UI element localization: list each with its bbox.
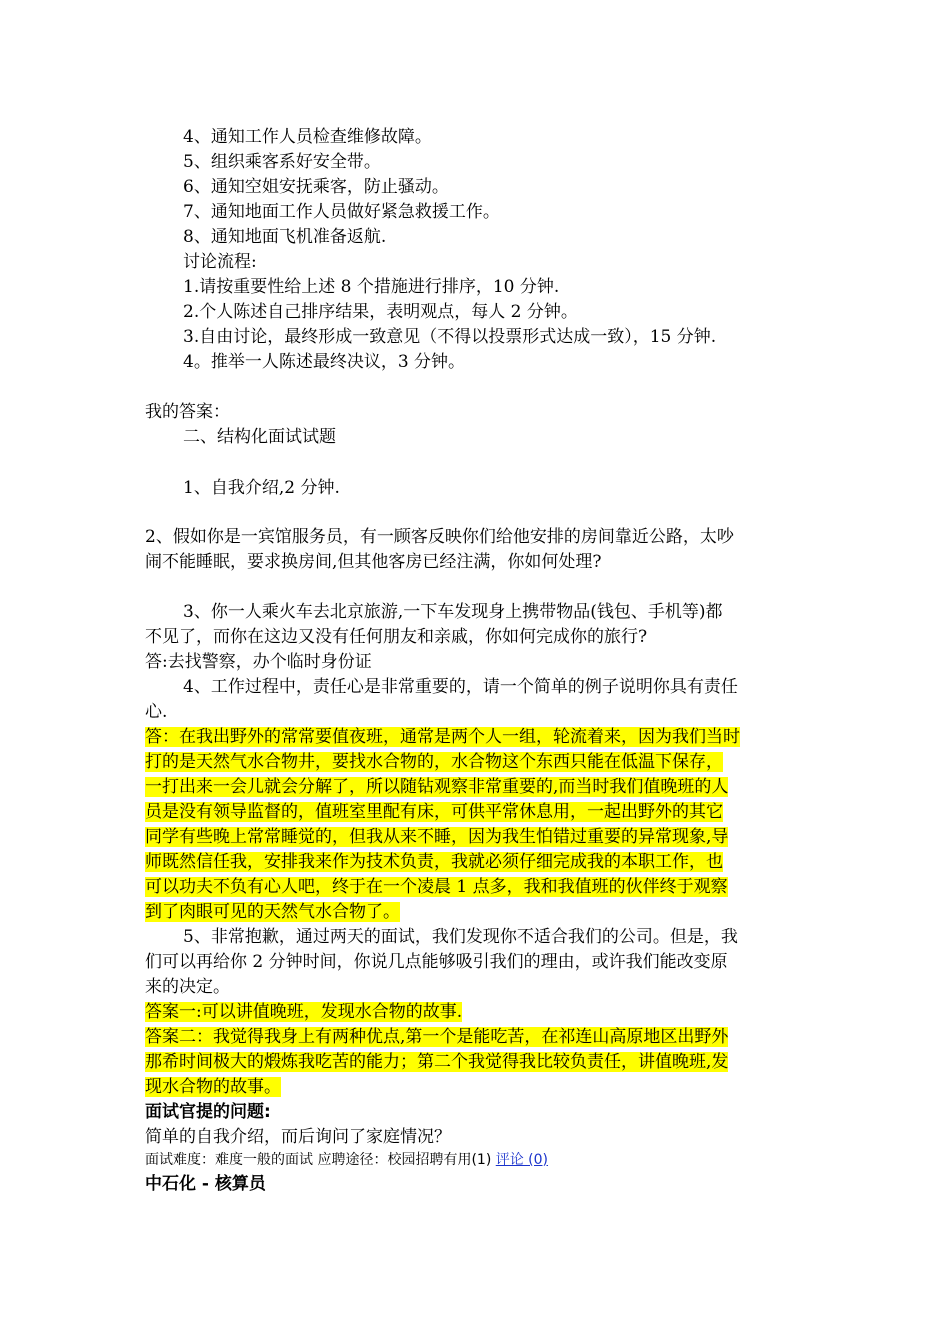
question-3-line: 3、你一人乘火车去北京旅游,一下车发现身上携带物品(钱包、手机等)都 — [183, 602, 723, 622]
answer-3: 答:去找警察，办个临时身份证 — [145, 652, 372, 672]
question-5-line: 来的决定。 — [145, 977, 230, 997]
answer-4-line: 可以功夫不负有心人吧，终于在一个凌晨 1 点多，我和我值班的伙伴终于观察 — [145, 877, 728, 897]
answer-5-option-2-line: 现水合物的故事。 — [145, 1077, 281, 1097]
measure-item: 7、通知地面工作人员做好紧急救援工作。 — [183, 202, 500, 222]
answer-4-line: 员是没有领导监督的，值班室里配有床，可供平常休息用，一起出野外的其它 — [145, 802, 723, 822]
interviewer-questions-heading: 面试官提的问题: — [145, 1102, 271, 1122]
answer-4-line: 答：在我出野外的常常要值夜班，通常是两个人一组，轮流着来，因为我们当时 — [145, 727, 740, 747]
answer-4-line: 打的是天然气水合物井，要找水合物的，水合物这个东西只能在低温下保存， — [145, 752, 723, 772]
answer-5-option-1: 答案一:可以讲值晚班，发现水合物的故事. — [145, 1002, 463, 1022]
answer-4-line: 同学有些晚上常常睡觉的，但我从来不睡，因为我生怕错过重要的异常现象,导 — [145, 827, 729, 847]
discussion-step: 4。推举一人陈述最终决议，3 分钟。 — [183, 352, 466, 372]
discussion-step: 1.请按重要性给上述 8 个措施进行排序，10 分钟. — [183, 277, 560, 297]
answer-4-line: 师既然信任我，安排我来作为技术负责，我就必须仔细完成我的本职工作，也 — [145, 852, 723, 872]
answer-4-line: 一打出来一会儿就会分解了，所以随钻观察非常重要的,而当时我们值晚班的人 — [145, 777, 729, 797]
interview-meta-text: 面试难度：难度一般的面试 应聘途径：校园招聘有用(1) — [145, 1152, 496, 1168]
section-title: 二、结构化面试试题 — [183, 427, 336, 447]
measure-item: 4、通知工作人员检查维修故障。 — [183, 127, 432, 147]
my-answer-label: 我的答案： — [145, 402, 230, 422]
question-2-line: 2、假如你是一宾馆服务员，有一顾客反映你们给他安排的房间靠近公路，太吵 — [145, 527, 734, 547]
discussion-step: 2.个人陈述自己排序结果，表明观点，每人 2 分钟。 — [183, 302, 578, 322]
interviewer-questions-text: 简单的自我介绍，而后询问了家庭情况？ — [145, 1127, 451, 1147]
question-5-line: 5、非常抱歉，通过两天的面试，我们发现你不适合我们的公司。但是，我 — [183, 927, 738, 947]
answer-5-option-2-line: 答案二：我觉得我身上有两种优点,第一个是能吃苦，在祁连山高原地区出野外 — [145, 1027, 729, 1047]
question-1: 1、自我介绍,2 分钟. — [183, 478, 340, 498]
measure-item: 8、通知地面飞机准备返航. — [183, 227, 387, 247]
measure-item: 5、组织乘客系好安全带。 — [183, 152, 381, 172]
interview-meta — [145, 1150, 548, 1170]
answer-5-option-2-line: 那希时间极大的煅炼我吃苦的能力；第二个我觉得我比较负责任，讲值晚班,发 — [145, 1052, 729, 1072]
discussion-step: 3.自由讨论，最终形成一致意见（不得以投票形式达成一致），15 分钟. — [183, 327, 717, 347]
question-2-line: 闹不能睡眠，要求换房间,但其他客房已经注满，你如何处理? — [145, 552, 602, 572]
comment-link[interactable]: 评论 (0) — [495, 1152, 549, 1168]
question-4-line: 心. — [145, 702, 168, 722]
discussion-title: 讨论流程: — [183, 252, 257, 272]
measure-item: 6、通知空姐安抚乘客，防止骚动。 — [183, 177, 449, 197]
question-3-line: 不见了，而你在这边又没有任何朋友和亲戚，你如何完成你的旅行? — [145, 627, 648, 647]
answer-4-line: 到了肉眼可见的天然气水合物了。 — [145, 902, 400, 922]
next-section-heading: 中石化 - 核算员 — [145, 1174, 266, 1194]
question-5-line: 们可以再给你 2 分钟时间，你说几点能够吸引我们的理由，或许我们能改变原 — [145, 952, 728, 972]
question-4-line: 4、工作过程中，责任心是非常重要的，请一个简单的例子说明你具有责任 — [183, 677, 738, 697]
